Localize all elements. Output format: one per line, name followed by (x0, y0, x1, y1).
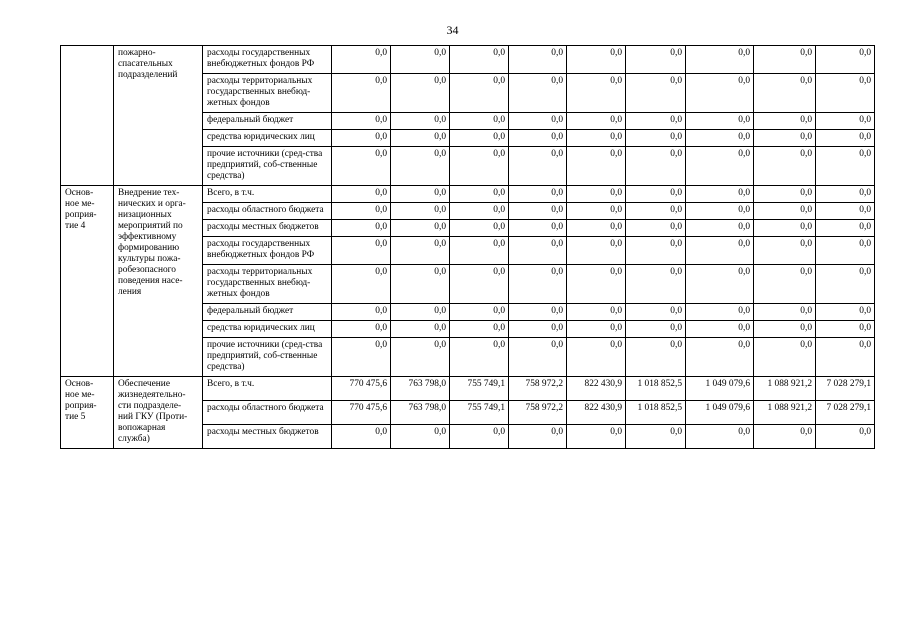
amount-cell: 0,0 (686, 147, 754, 186)
amount-cell: 0,0 (509, 321, 567, 338)
page-number: 34 (446, 23, 459, 37)
amount-cell: 0,0 (332, 338, 391, 377)
amount-cell: 1 088 921,2 (754, 401, 816, 425)
amount-cell: 0,0 (450, 74, 509, 113)
event-description-cell: пожарно- спасательных подразделений (114, 46, 203, 186)
amount-cell: 0,0 (450, 304, 509, 321)
amount-cell: 0,0 (509, 147, 567, 186)
amount-cell: 0,0 (816, 425, 875, 449)
table-row (61, 46, 875, 74)
amount-cell: 0,0 (332, 265, 391, 304)
amount-cell: 0,0 (626, 203, 686, 220)
amount-cell: 0,0 (626, 321, 686, 338)
amount-cell: 0,0 (332, 304, 391, 321)
amount-cell: 0,0 (450, 338, 509, 377)
amount-cell: 0,0 (391, 186, 450, 203)
amount-cell: 0,0 (816, 130, 875, 147)
funding-source-cell: расходы территориальных государственных внебюд-жетных фондов (203, 265, 332, 304)
amount-cell: 0,0 (816, 220, 875, 237)
amount-cell: 0,0 (686, 237, 754, 265)
funding-source-cell: прочие источники (сред-ства предприятий, соб-ственные средства) (203, 147, 332, 186)
amount-cell: 0,0 (686, 425, 754, 449)
amount-cell: 0,0 (567, 186, 626, 203)
amount-cell: 0,0 (686, 203, 754, 220)
amount-cell: 0,0 (816, 186, 875, 203)
amount-cell: 0,0 (686, 321, 754, 338)
funding-source-cell: расходы областного бюджета (203, 203, 332, 220)
amount-cell: 755 749,1 (450, 401, 509, 425)
amount-cell: 0,0 (816, 46, 875, 74)
amount-cell: 0,0 (332, 186, 391, 203)
amount-cell: 0,0 (450, 425, 509, 449)
amount-cell: 0,0 (509, 46, 567, 74)
amount-cell: 0,0 (450, 237, 509, 265)
amount-cell: 0,0 (391, 130, 450, 147)
amount-cell: 0,0 (816, 147, 875, 186)
amount-cell: 0,0 (391, 220, 450, 237)
amount-cell: 0,0 (332, 46, 391, 74)
budget-table (60, 45, 875, 449)
amount-cell: 0,0 (754, 46, 816, 74)
amount-cell: 0,0 (567, 304, 626, 321)
amount-cell: 1 049 079,6 (686, 401, 754, 425)
amount-cell: 770 475,6 (332, 377, 391, 401)
event-cell: Основ- ное ме- роприя- тие 5 (61, 377, 114, 449)
amount-cell: 0,0 (450, 203, 509, 220)
funding-source-cell: федеральный бюджет (203, 113, 332, 130)
amount-cell: 0,0 (332, 130, 391, 147)
amount-cell: 0,0 (509, 338, 567, 377)
amount-cell: 822 430,9 (567, 401, 626, 425)
amount-cell: 0,0 (332, 203, 391, 220)
amount-cell: 0,0 (686, 304, 754, 321)
amount-cell: 0,0 (626, 147, 686, 186)
table-row (61, 186, 875, 203)
funding-source-cell: расходы местных бюджетов (203, 220, 332, 237)
amount-cell: 1 049 079,6 (686, 377, 754, 401)
amount-cell: 0,0 (391, 321, 450, 338)
amount-cell: 0,0 (509, 265, 567, 304)
event-description-cell: Внедрение тех- нических и орга- низационных мероприятий по эффективному формированию культуры пожа- робезопасного поведения насе- ления (114, 186, 203, 377)
amount-cell: 770 475,6 (332, 401, 391, 425)
amount-cell: 822 430,9 (567, 377, 626, 401)
amount-cell: 0,0 (754, 265, 816, 304)
amount-cell: 758 972,2 (509, 377, 567, 401)
funding-source-cell: расходы государственных внебюджетных фондов РФ (203, 46, 332, 74)
amount-cell: 0,0 (567, 130, 626, 147)
amount-cell: 0,0 (450, 220, 509, 237)
amount-cell: 0,0 (509, 237, 567, 265)
amount-cell: 0,0 (450, 321, 509, 338)
amount-cell: 0,0 (816, 338, 875, 377)
amount-cell: 0,0 (391, 338, 450, 377)
funding-source-cell: средства юридических лиц (203, 130, 332, 147)
amount-cell: 0,0 (626, 220, 686, 237)
funding-source-cell: федеральный бюджет (203, 304, 332, 321)
amount-cell: 0,0 (754, 203, 816, 220)
amount-cell: 0,0 (567, 265, 626, 304)
amount-cell: 0,0 (509, 203, 567, 220)
amount-cell: 0,0 (686, 220, 754, 237)
amount-cell: 0,0 (754, 74, 816, 113)
funding-source-cell: расходы областного бюджета (203, 401, 332, 425)
amount-cell: 0,0 (391, 265, 450, 304)
amount-cell: 0,0 (567, 46, 626, 74)
amount-cell: 0,0 (332, 321, 391, 338)
amount-cell: 0,0 (391, 237, 450, 265)
amount-cell: 7 028 279,1 (816, 377, 875, 401)
amount-cell: 0,0 (754, 186, 816, 203)
amount-cell: 0,0 (816, 203, 875, 220)
amount-cell: 0,0 (816, 113, 875, 130)
amount-cell: 0,0 (567, 237, 626, 265)
amount-cell: 0,0 (686, 130, 754, 147)
amount-cell: 0,0 (332, 74, 391, 113)
amount-cell: 0,0 (391, 46, 450, 74)
amount-cell: 0,0 (754, 130, 816, 147)
funding-source-cell: расходы территориальных государственных внебюд-жетных фондов (203, 74, 332, 113)
amount-cell: 0,0 (754, 220, 816, 237)
amount-cell: 0,0 (332, 237, 391, 265)
amount-cell: 0,0 (509, 130, 567, 147)
amount-cell: 0,0 (626, 113, 686, 130)
amount-cell: 0,0 (450, 265, 509, 304)
table-row (61, 377, 875, 401)
amount-cell: 0,0 (626, 304, 686, 321)
amount-cell: 0,0 (754, 321, 816, 338)
funding-source-cell: прочие источники (сред-ства предприятий, соб-ственные средства) (203, 338, 332, 377)
amount-cell: 0,0 (816, 304, 875, 321)
amount-cell: 0,0 (450, 46, 509, 74)
amount-cell: 0,0 (509, 220, 567, 237)
amount-cell: 0,0 (450, 186, 509, 203)
amount-cell: 0,0 (567, 338, 626, 377)
amount-cell: 0,0 (754, 113, 816, 130)
amount-cell: 0,0 (567, 74, 626, 113)
amount-cell: 0,0 (450, 113, 509, 130)
amount-cell: 0,0 (626, 74, 686, 113)
funding-source-cell: Всего, в т.ч. (203, 186, 332, 203)
amount-cell: 1 018 852,5 (626, 377, 686, 401)
amount-cell: 0,0 (391, 425, 450, 449)
funding-source-cell: средства юридических лиц (203, 321, 332, 338)
amount-cell: 0,0 (450, 147, 509, 186)
amount-cell: 0,0 (567, 113, 626, 130)
amount-cell: 0,0 (450, 130, 509, 147)
amount-cell: 0,0 (754, 425, 816, 449)
amount-cell: 0,0 (567, 147, 626, 186)
amount-cell: 763 798,0 (391, 401, 450, 425)
amount-cell: 0,0 (332, 425, 391, 449)
amount-cell: 0,0 (754, 304, 816, 321)
amount-cell: 0,0 (391, 147, 450, 186)
event-cell (61, 46, 114, 186)
funding-source-cell: расходы государственных внебюджетных фондов РФ (203, 237, 332, 265)
amount-cell: 755 749,1 (450, 377, 509, 401)
amount-cell: 0,0 (626, 46, 686, 74)
event-cell: Основ- ное ме- роприя- тие 4 (61, 186, 114, 377)
amount-cell: 0,0 (686, 265, 754, 304)
funding-source-cell: Всего, в т.ч. (203, 377, 332, 401)
amount-cell: 0,0 (816, 321, 875, 338)
amount-cell: 0,0 (626, 265, 686, 304)
amount-cell: 0,0 (686, 186, 754, 203)
amount-cell: 0,0 (332, 113, 391, 130)
amount-cell: 0,0 (626, 425, 686, 449)
amount-cell: 0,0 (509, 74, 567, 113)
amount-cell: 0,0 (754, 147, 816, 186)
amount-cell: 0,0 (816, 265, 875, 304)
amount-cell: 0,0 (754, 237, 816, 265)
amount-cell: 0,0 (626, 186, 686, 203)
amount-cell: 0,0 (754, 338, 816, 377)
amount-cell: 763 798,0 (391, 377, 450, 401)
amount-cell: 0,0 (567, 425, 626, 449)
event-description-cell: Обеспечение жизнедеятельно- сти подразделе- ний ГКУ (Проти- вопожарная служба) (114, 377, 203, 449)
amount-cell: 0,0 (391, 203, 450, 220)
amount-cell: 758 972,2 (509, 401, 567, 425)
amount-cell: 0,0 (567, 203, 626, 220)
amount-cell: 0,0 (567, 321, 626, 338)
amount-cell: 0,0 (332, 147, 391, 186)
amount-cell: 0,0 (509, 113, 567, 130)
amount-cell: 0,0 (816, 74, 875, 113)
amount-cell: 0,0 (626, 130, 686, 147)
funding-source-cell: расходы местных бюджетов (203, 425, 332, 449)
amount-cell: 0,0 (509, 425, 567, 449)
amount-cell: 0,0 (391, 304, 450, 321)
amount-cell: 7 028 279,1 (816, 401, 875, 425)
amount-cell: 1 018 852,5 (626, 401, 686, 425)
amount-cell: 0,0 (816, 237, 875, 265)
amount-cell: 0,0 (567, 220, 626, 237)
amount-cell: 0,0 (332, 220, 391, 237)
amount-cell: 0,0 (391, 113, 450, 130)
amount-cell: 0,0 (626, 237, 686, 265)
amount-cell: 0,0 (686, 113, 754, 130)
amount-cell: 0,0 (626, 338, 686, 377)
amount-cell: 0,0 (509, 186, 567, 203)
amount-cell: 0,0 (686, 338, 754, 377)
amount-cell: 0,0 (686, 74, 754, 113)
amount-cell: 0,0 (509, 304, 567, 321)
amount-cell: 0,0 (391, 74, 450, 113)
amount-cell: 1 088 921,2 (754, 377, 816, 401)
amount-cell: 0,0 (686, 46, 754, 74)
